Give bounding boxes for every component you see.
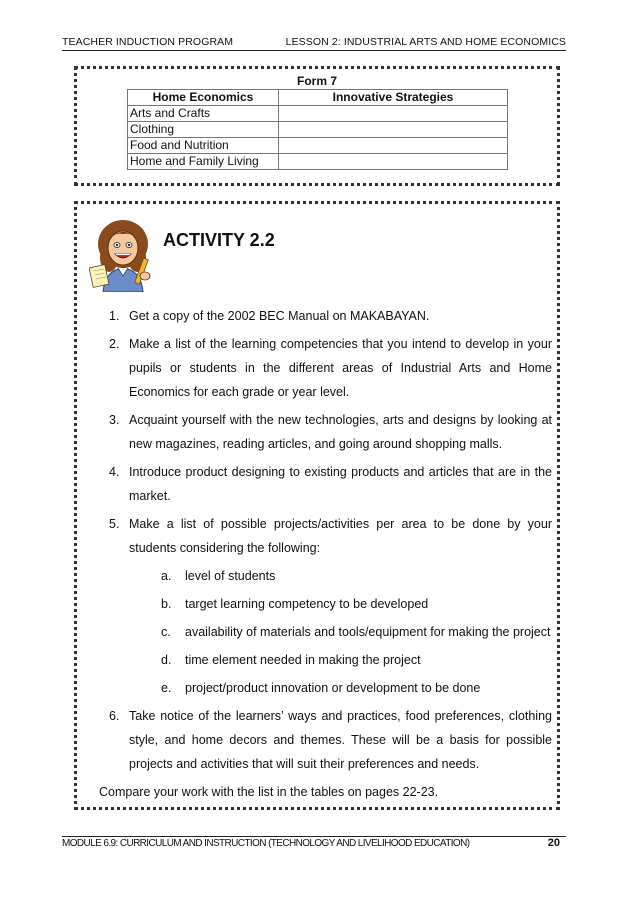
- list-item: [97, 460, 552, 508]
- list-item-text: Acquaint yourself with the new technologies, arts and designs by looking at new magazines, reading articles, and going around shopping malls.: [129, 413, 552, 451]
- table-cell-strategy[interactable]: [279, 138, 508, 154]
- list-item-number: 5.: [109, 517, 120, 531]
- table-header-row: [128, 90, 508, 106]
- list-item: [97, 332, 552, 404]
- table-cell-strategy[interactable]: [279, 106, 508, 122]
- footer-rule: [62, 836, 566, 837]
- sub-list: [129, 564, 552, 700]
- list-item: [97, 512, 552, 700]
- footer-module-title: MODULE 6.9: CURRICULUM AND INSTRUCTION (TECHNOLOGY AND LIVELIHOOD EDUCATION): [62, 838, 470, 849]
- table-row: [128, 122, 508, 138]
- form-7-box: [74, 66, 560, 186]
- activity-box: [74, 201, 560, 810]
- table-cell-strategy[interactable]: [279, 154, 508, 170]
- list-item-text: Take notice of the learners’ ways and practices, food preferences, clothing style, and home decors and themes. These will be a basis for possible projects and activities that will suit their preferences and needs.: [129, 709, 552, 771]
- closing-instruction: Compare your work with the list in the tables on pages 22-23.: [99, 785, 439, 799]
- table-cell-area: Home and Family Living: [128, 154, 279, 170]
- sub-list-item-text: target learning competency to be developed: [185, 597, 429, 611]
- header-program-title: TEACHER INDUCTION PROGRAM: [62, 36, 234, 48]
- sub-list-item: [129, 620, 552, 644]
- header-lesson-title: LESSON 2: INDUSTRIAL ARTS AND HOME ECONOMICS: [285, 36, 566, 48]
- list-item-text: Introduce product designing to existing products and articles that are in the market.: [129, 465, 552, 503]
- table-cell-area: Food and Nutrition: [128, 138, 279, 154]
- sub-list-item: [129, 648, 552, 672]
- sub-list-item-text: time element needed in making the project: [185, 653, 421, 667]
- list-item-text: Make a list of the learning competencies that you intend to develop in your pupils or students in the different areas of Industrial Arts and Home Economics for each grade or year level.: [129, 337, 552, 399]
- header-rule: [62, 50, 566, 51]
- sub-list-item-letter: c.: [161, 625, 171, 639]
- sub-list-item-letter: a.: [161, 569, 172, 583]
- list-item-number: 1.: [109, 309, 120, 323]
- column-header-innovative-strategies: Innovative Strategies: [279, 90, 508, 106]
- list-item-number: 4.: [109, 465, 120, 479]
- sub-list-item: [129, 676, 552, 700]
- list-item: [97, 704, 552, 776]
- table-cell-area: Arts and Crafts: [128, 106, 279, 122]
- sub-list-item-letter: b.: [161, 597, 172, 611]
- sub-list-item-text: availability of materials and tools/equipment for making the project: [185, 625, 551, 639]
- table-cell-area: Clothing: [128, 122, 279, 138]
- list-item-number: 3.: [109, 413, 120, 427]
- teacher-mascot-icon: [89, 214, 157, 292]
- form-title: Form 7: [296, 74, 337, 88]
- sub-list-item: [129, 592, 552, 616]
- list-item: [97, 408, 552, 456]
- sub-list-item-letter: d.: [161, 653, 172, 667]
- list-item: [97, 304, 552, 328]
- list-item-text: Make a list of possible projects/activities per area to be done by your students considering the following:: [129, 517, 552, 555]
- sub-list-item-text: project/product innovation or development to be done: [185, 681, 481, 695]
- table-cell-strategy[interactable]: [279, 122, 508, 138]
- activity-title: ACTIVITY 2.2: [163, 230, 275, 250]
- sub-list-item: [129, 564, 552, 588]
- table-row: [128, 154, 508, 170]
- page-number: 20: [547, 837, 560, 849]
- table-row: [128, 138, 508, 154]
- sub-list-item-text: level of students: [185, 569, 276, 583]
- activity-list: [97, 304, 552, 804]
- sub-list-item-letter: e.: [161, 681, 172, 695]
- list-item-number: 6.: [109, 709, 120, 723]
- form-7-table: [127, 89, 508, 170]
- column-header-home-economics: Home Economics: [128, 90, 279, 106]
- table-row: [128, 106, 508, 122]
- list-item-number: 2.: [109, 337, 120, 351]
- list-item-text: Get a copy of the 2002 BEC Manual on MAKABAYAN.: [129, 309, 430, 323]
